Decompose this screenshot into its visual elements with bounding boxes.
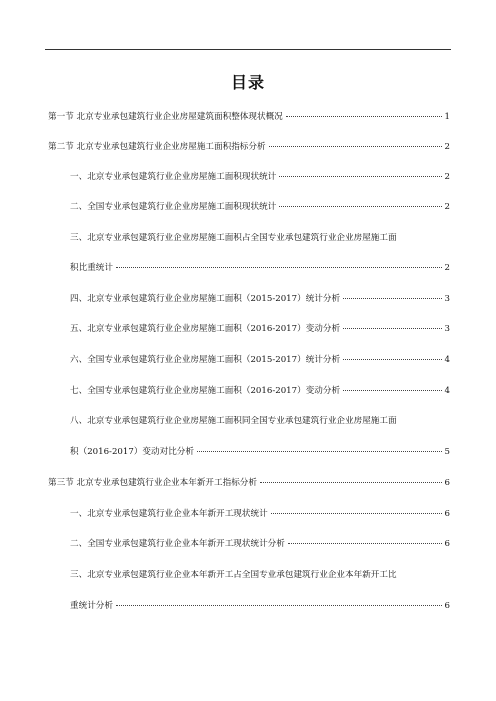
dot-leader (343, 390, 441, 391)
toc-entry-label: 七、全国专业承包建筑行业企业房屋施工面积（2016-2017）变动分析 (70, 386, 341, 396)
dot-leader (116, 605, 442, 606)
toc-entry-label: 第二节 北京专业承包建筑行业企业房屋施工面积指标分析 (48, 142, 266, 152)
toc-entry-page: 6 (444, 601, 450, 611)
dot-leader (260, 482, 442, 483)
dot-leader (269, 146, 442, 147)
toc-entry-label: 二、全国专业承包建筑行业企业房屋施工面积现状统计 (70, 202, 277, 212)
dot-leader (197, 451, 442, 452)
toc-entry-2-8[interactable] (70, 447, 450, 458)
dot-leader (271, 513, 442, 514)
dot-leader (288, 543, 442, 544)
toc-entry-label: 六、全国专业承包建筑行业企业房屋施工面积（2015-2017）统计分析 (70, 355, 341, 365)
toc-entry-label: 积比重统计 (70, 263, 113, 273)
dot-leader (343, 359, 441, 360)
toc-entry-3-1[interactable] (70, 509, 450, 520)
toc-entry-label: 第三节 北京专业承包建筑行业企业本年新开工指标分析 (48, 478, 257, 488)
toc-entry-page: 2 (444, 142, 450, 152)
toc-entry-page: 3 (444, 294, 450, 304)
toc-entry-2-3[interactable] (70, 263, 450, 274)
toc-entry-page: 6 (444, 509, 450, 519)
toc-entry-2-6[interactable] (70, 355, 450, 366)
toc-title: 目录 (230, 73, 265, 92)
toc-entry-2-3-line1[interactable]: 三、北京专业承包建筑行业企业房屋施工面积占全国专业承包建筑行业企业房屋施工面 (70, 233, 397, 243)
toc-entry-page: 3 (444, 324, 450, 334)
toc-entry-page: 2 (444, 202, 450, 212)
toc-entry-label: 重统计分析 (70, 601, 113, 611)
toc-entry-label: 积（2016-2017）变动对比分析 (70, 447, 194, 457)
toc-entry-page: 6 (444, 478, 450, 488)
toc-entry-2-2[interactable] (70, 202, 450, 213)
toc-entry-page: 6 (444, 539, 450, 549)
toc-entry-label: 第一节 北京专业承包建筑行业企业房屋建筑面积整体现状概况 (48, 112, 283, 122)
toc-entry-2-5[interactable] (70, 324, 450, 335)
toc-entry-page: 2 (444, 263, 450, 273)
toc-entry-label: 一、北京专业承包建筑行业企业房屋施工面积现状统计 (70, 172, 277, 182)
toc-entry-label: 四、北京专业承包建筑行业企业房屋施工面积（2015-2017）统计分析 (70, 294, 341, 304)
dot-leader (343, 298, 441, 299)
toc-entry-page: 2 (444, 172, 450, 182)
dot-leader (286, 116, 442, 117)
dot-leader (343, 328, 441, 329)
dot-leader (279, 176, 441, 177)
toc-entry-section-2[interactable] (48, 142, 450, 153)
toc-entry-3-3-line1[interactable]: 三、北京专业承包建筑行业企业本年新开工占全国专业承包建筑行业企业本年新开工比 (70, 570, 397, 580)
toc-entry-page: 4 (444, 386, 450, 396)
toc-entry-page: 4 (444, 355, 450, 365)
dot-leader (279, 206, 441, 207)
toc-entry-label: 一、北京专业承包建筑行业企业本年新开工现状统计 (70, 509, 268, 519)
toc-entry-label: 五、北京专业承包建筑行业企业房屋施工面积（2016-2017）变动分析 (70, 324, 341, 334)
toc-entry-3-2[interactable] (70, 539, 450, 550)
toc-entry-2-1[interactable] (70, 172, 450, 183)
dot-leader (116, 267, 442, 268)
toc-entry-3-3[interactable] (70, 601, 450, 612)
toc-entry-page: 1 (444, 112, 450, 122)
toc-entry-page: 5 (444, 447, 450, 457)
toc-entry-section-3[interactable] (48, 478, 450, 489)
toc-entry-label: 二、全国专业承包建筑行业企业本年新开工现状统计分析 (70, 539, 285, 549)
toc-entry-2-8-line1[interactable]: 八、北京专业承包建筑行业企业房屋施工面积同全国专业承包建筑行业企业房屋施工面 (70, 416, 397, 426)
toc-entry-2-4[interactable] (70, 294, 450, 305)
toc-entry-section-1[interactable] (48, 112, 450, 123)
toc-entry-2-7[interactable] (70, 386, 450, 397)
